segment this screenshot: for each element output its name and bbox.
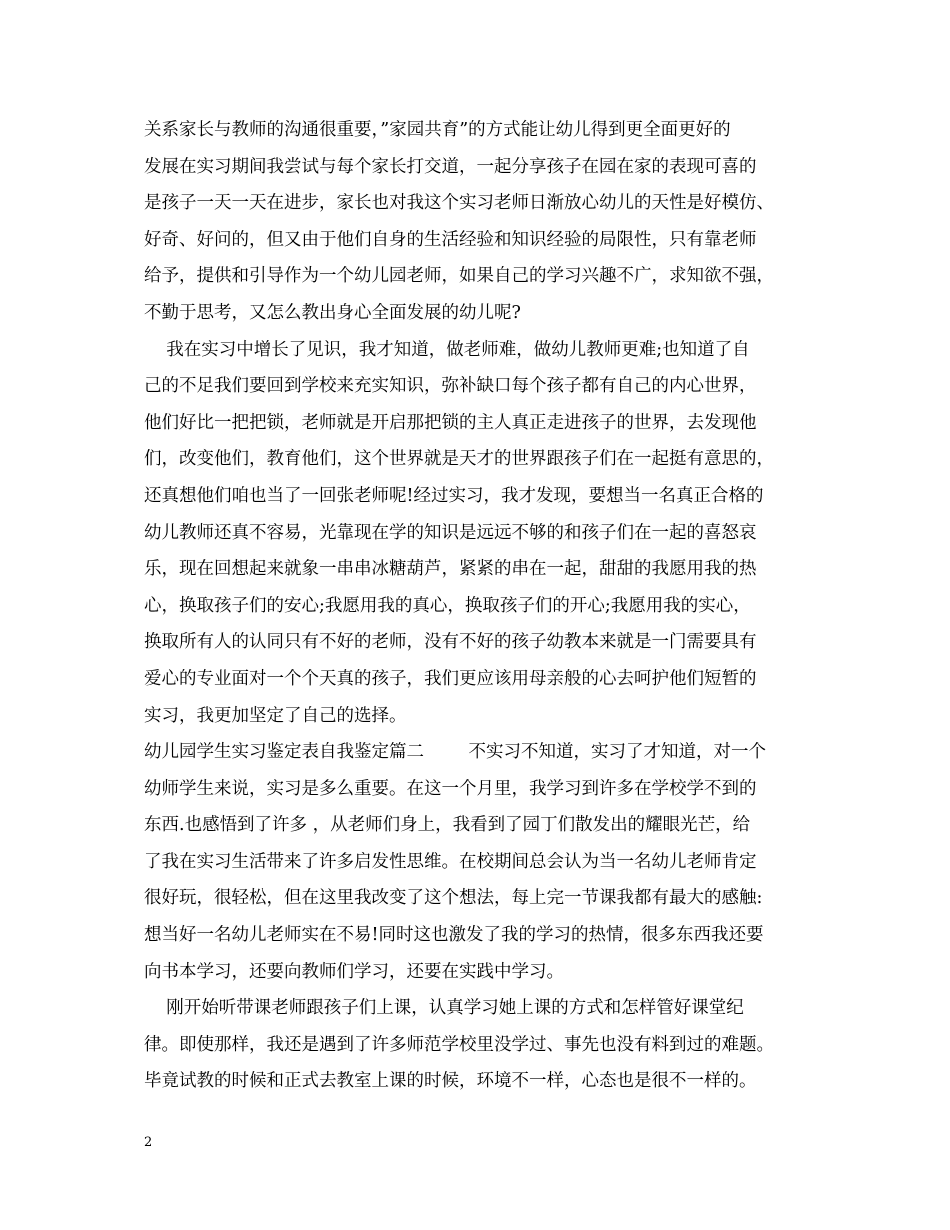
page-number: 2 <box>144 1135 153 1150</box>
text-line: 实习，我更加坚定了自己的选择。 <box>144 705 407 726</box>
text-line: 不勤于思考，又怎么教出身心全面发展的幼儿呢? <box>144 302 521 323</box>
body-text <box>144 112 824 1100</box>
text-line: 己的不足我们要回到学校来充实知识，弥补缺口每个孩子都有自己的内心世界， <box>144 376 757 397</box>
section-heading-line: 幼儿园学生实习鉴定表自我鉴定篇二 不实习不知道，实习了才知道，对一个 <box>144 742 766 763</box>
text-line: 心，换取孩子们的安心;我愿用我的真心，换取孩子们的开心;我愿用我的实心， <box>144 595 751 616</box>
text-line: 幼师学生来说，实习是多么重要。在这一个月里，我学习到许多在学校学不到的 <box>144 778 757 799</box>
text-line: 爱心的专业面对一个个天真的孩子，我们更应该用母亲般的心去呵护他们短暂的 <box>144 668 757 689</box>
text-line: 律。即使那样，我还是遇到了许多师范学校里没学过、事先也没有料到过的难题。 <box>144 1034 774 1055</box>
text-line: 换取所有人的认同只有不好的老师，没有不好的孩子幼教本来就是一门需要具有 <box>144 632 757 653</box>
text-line: 还真想他们咱也当了一回张老师呢!经过实习，我才发现，要想当一名真正合格的 <box>144 485 764 506</box>
text-line: 刚开始听带课老师跟孩子们上课，认真学习她上课的方式和怎样管好课堂纪 <box>144 998 744 1019</box>
text-line: 东西.也感悟到了许多 ，从老师们身上，我看到了园丁们散发出的耀眼光芒，给 <box>144 815 751 836</box>
text-line: 关系家长与教师的沟通很重要，”家园共育”的方式能让幼儿得到更全面更好的 <box>144 120 731 140</box>
text-line: 毕竟试教的时候和正式去教室上课的时候，环境不一样，心态也是很不一样的。 <box>144 1071 757 1092</box>
text-line: 了我在实习生活带来了许多启发性思维。在校期间总会认为当一名幼儿老师肯定 <box>144 851 757 872</box>
text-line: 向书本学习，还要向教师们学习，还要在实践中学习。 <box>144 961 564 982</box>
text-line: 给予，提供和引导作为一个幼儿园老师，如果自己的学习兴趣不广，求知欲不强， <box>144 266 774 287</box>
text-line: 很好玩，很轻松，但在这里我改变了这个想法，每上完一节课我都有最大的感触: <box>144 888 763 909</box>
text-line: 我在实习中增长了见识，我才知道，做老师难，做幼儿教师更难;也知道了自 <box>144 339 750 360</box>
text-line: 们，改变他们，教育他们，这个世界就是天才的世界跟孩子们在一起挺有意思的， <box>144 449 774 470</box>
text-line: 他们好比一把把锁，老师就是开启那把锁的主人真正走进孩子的世界，去发现他 <box>144 412 757 433</box>
text-line: 幼儿教师还真不容易，光靠现在学的知识是远远不够的和孩子们在一起的喜怒哀 <box>144 522 757 543</box>
text-line: 发展在实习期间我尝试与每个家长打交道，一起分享孩子在园在家的表现可喜的 <box>144 156 757 177</box>
text-line: 好奇、好问的，但又由于他们自身的生活经验和知识经验的局限性，只有靠老师 <box>144 229 757 250</box>
text-line: 是孩子一天一天在进步，家长也对我这个实习老师日渐放心幼儿的天性是好模仿、 <box>144 193 774 214</box>
text-line: 想当好一名幼儿老师实在不易!同时这也激发了我的学习的热情，很多东西我还要 <box>144 925 764 946</box>
text-line: 乐，现在回想起来就象一串串冰糖葫芦，紧紧的串在一起，甜甜的我愿用我的热 <box>144 559 757 580</box>
